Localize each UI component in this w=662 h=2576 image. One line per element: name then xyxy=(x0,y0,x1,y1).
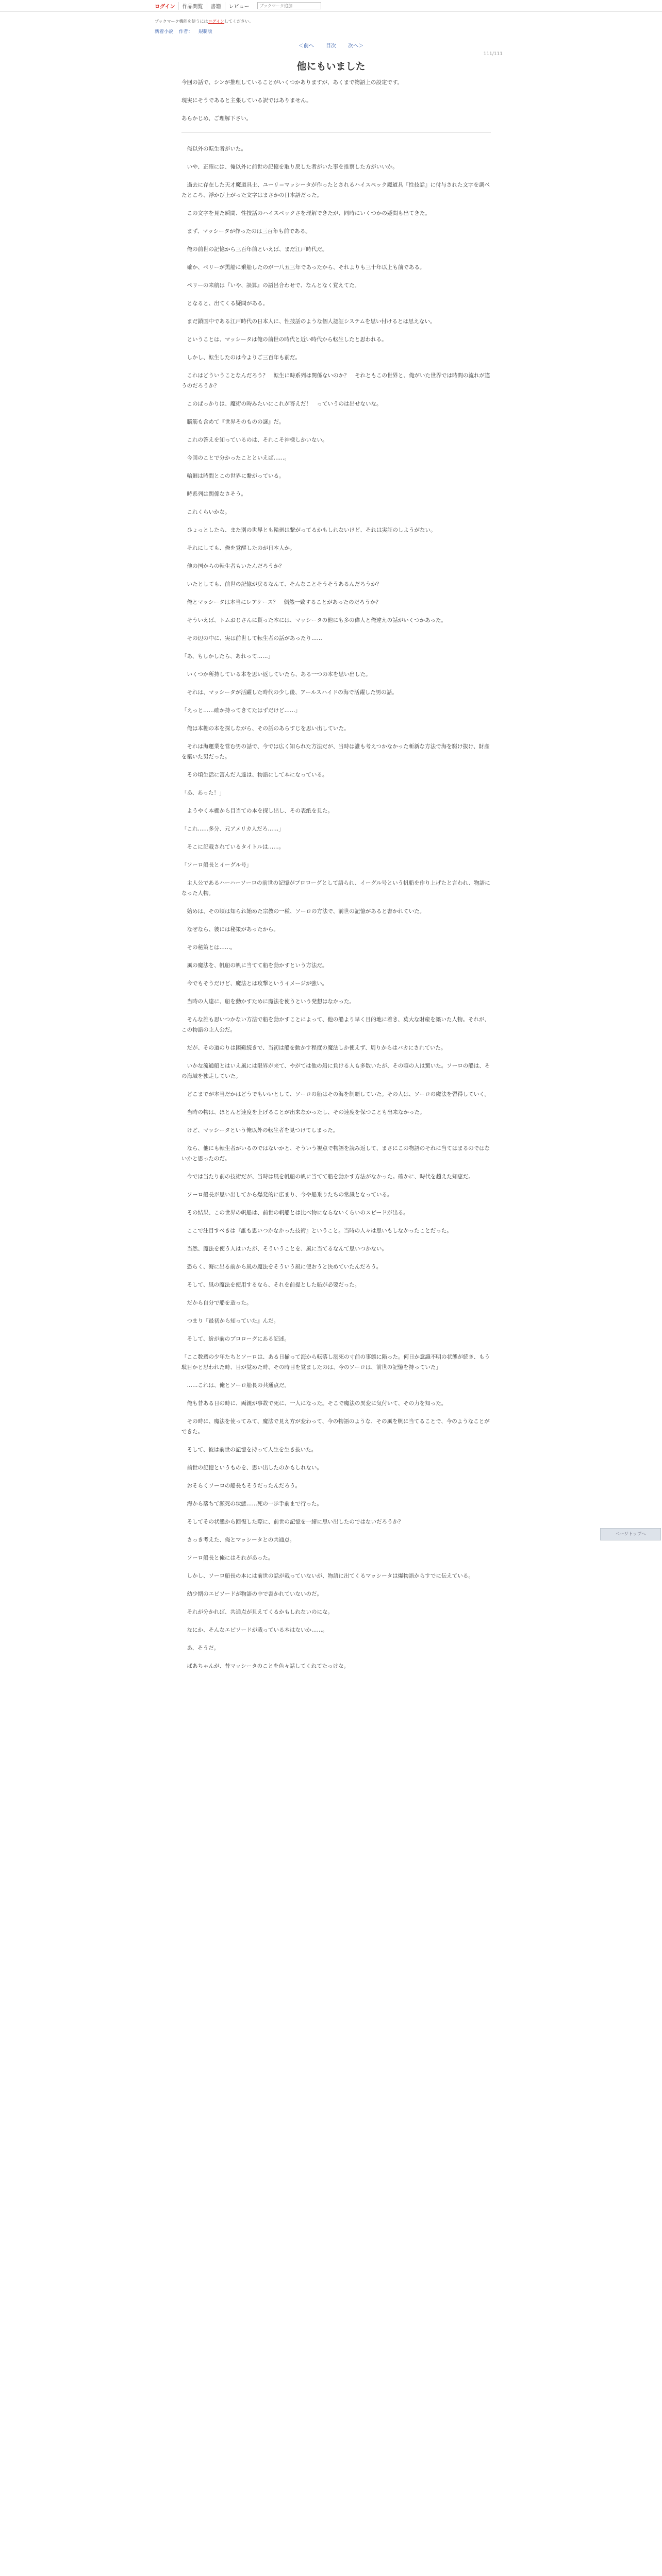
body-paragraph: となると、出てくる疑問がある。 xyxy=(187,300,268,307)
body-paragraph: それにしても、俺を覚醒したのが日本人か。 xyxy=(187,545,295,551)
page-number: 111/111 xyxy=(483,52,503,57)
body-paragraph: 風の魔法を、帆船の帆に当てて船を動かすという方法だ。 xyxy=(187,962,328,969)
novel-links xyxy=(155,28,217,35)
page-top-button[interactable]: ページトップへ xyxy=(600,1528,661,1540)
body-paragraph: さっき考えた、俺とマッシータとの共通点。 xyxy=(187,1537,295,1543)
body-paragraph: いや、正確には、俺以外に前世の記憶を取り戻した者がいた事を推察した方がいいか。 xyxy=(187,164,398,170)
body-paragraph: 俺以外の転生者がいた。 xyxy=(187,146,246,152)
body-paragraph: ペリーの来航は『いや、誤算』の語呂合わせで、なんとなく覚えてた。 xyxy=(187,282,360,289)
nav-item-review[interactable]: レビュー xyxy=(225,2,253,10)
body-paragraph: 今では当たり前の技術だが、当時は風を帆船の帆に当てて船を動かす方法がなかった。確かに、時代を超えた知恵だ。 xyxy=(187,1174,474,1180)
top-bar xyxy=(0,0,662,12)
body-paragraph: 「あ、もしかしたら、あれって……」 xyxy=(181,653,274,659)
prev-link[interactable]: ＜前へ xyxy=(298,43,314,49)
body-paragraph: いたとしても、前世の記憶が戻るなんて、そんなことそうそうあるんだろうか？ xyxy=(187,581,382,587)
body-paragraph: しかし、転生したのは今よりご三百年も前だ。 xyxy=(187,354,301,361)
bookmark-notice xyxy=(155,19,253,24)
body-paragraph: ここで注目すべきは『誰も思いつかなかった技術』ということ。当時の人々は思いもしなかったことだった。 xyxy=(187,1228,452,1234)
body-paragraph: ひょっとしたら、また別の世界とも輪廻は繋がってるかもしれないけど、それは実証のしようがない。 xyxy=(187,527,436,533)
body-paragraph: そんな誰も思いつかない方法で船を動かすことによって、他の船より早く目的地に着き、莫大な財産を築いた人物。それが、この物語の主人公だ。 xyxy=(181,1016,490,1033)
preface-paragraph: 現実にそうであると主張している訳ではありません。 xyxy=(181,97,312,104)
body-paragraph: そして、紛が前のプロローグにある記述。 xyxy=(187,1336,290,1342)
body-paragraph: 主人公であるハーハーソーロの前世の記憶がプロローグとして語られ、イーグル号という帆船を作り上げたと言われ、物語になった人物。 xyxy=(181,880,490,896)
novel-link-new[interactable]: 新着小説 xyxy=(155,29,174,35)
body-paragraph: そういえば、トムおじさんに貰った本には、マッシータの他にも多の偉人と俺違えの話がいくつかあった。 xyxy=(187,617,446,623)
body-paragraph: 幼少期のエピソードが物語の中で書かれていないのだ。 xyxy=(187,1591,322,1597)
top-bar-inner xyxy=(155,2,321,10)
body-paragraph: 今回のことで分かったことといえば……。 xyxy=(187,455,290,461)
novel-link-edition[interactable]: 規制版 xyxy=(198,29,212,35)
body-paragraph: その頃生活に富んだ人達は、物語にして本になっている。 xyxy=(187,772,328,778)
body-paragraph: いくつか所持している本を思い返していたら、ある一つの本を思い出した。 xyxy=(187,671,371,677)
body-paragraph: 過去に存在した天才魔道具士、ユーリ＝マッシータが作ったとされるハイスペック魔道具『性技話』に付与された文字を調べたところ、浮かび上がった文字はまさかの日本語だった。 xyxy=(181,182,490,198)
login-button[interactable]: ログイン xyxy=(155,4,175,10)
nav-item-books[interactable]: 書籍 xyxy=(207,2,225,10)
body-paragraph: そして、彼は前世の記憶を持って人生を生き抜いた。 xyxy=(187,1447,317,1453)
body-paragraph: この文字を見た瞬間、性技話のハイスペックさを理解できたが、同時にいくつかの疑問も出てきた。 xyxy=(187,210,431,216)
chapter-title: 他にもいました xyxy=(296,61,366,72)
body-paragraph: 当然、魔法を使う人はいたが、そういうことを、風に当てるなんて思いつかない。 xyxy=(187,1246,387,1252)
body-paragraph: そしてその状態から回復した際に、前世の記憶を一緒に思い出したのではないだろうか？ xyxy=(187,1519,404,1525)
notice-login-link[interactable]: ログイン xyxy=(208,19,225,24)
body-paragraph: 脳筋も含めて『世界そのものの謎』だ。 xyxy=(187,419,285,425)
body-paragraph: なにか、そんなエピソードが載っている本はないか……。 xyxy=(187,1627,328,1633)
body-paragraph: 「これ……多分、元アメリカ人だろ……」 xyxy=(181,826,284,832)
body-paragraph: 海から落ちて瀕死の状態……死の一歩手前まで行った。 xyxy=(187,1501,322,1507)
body-paragraph: それは、マッシータが活躍した時代の少し後、アールスハイドの海で活躍した男の話。 xyxy=(187,689,398,696)
body-paragraph: なぜなら、彼には秘策があったから。 xyxy=(187,926,279,933)
body-section xyxy=(181,144,491,1671)
body-paragraph: それが分かれば、共通点が見えてくるかもしれないのにな。 xyxy=(187,1609,333,1615)
nav-item-browse[interactable]: 作品閲覧 xyxy=(178,2,207,10)
body-paragraph: 「えっと……確か持ってきてたはずだけど……」 xyxy=(181,707,301,714)
body-paragraph: その結果、この世界の帆船は、前世の帆船とは比べ物にならないくらいのスピードが出る。 xyxy=(187,1210,409,1216)
body-paragraph: いかな流通船とはいえ風には限界が来て、やがては他の船に負ける人も多数いたが、その頃の人は驚いた。ソーロの船は、その海域を独走していた。 xyxy=(181,1063,490,1079)
body-paragraph: 当時の物は、ほとんど速度を上げることが出来なかったし、その速度を保つことも出来なかった。 xyxy=(187,1109,425,1115)
body-paragraph: その時に、魔法を使ってみて、魔法で見え方が変わって、今の物語のような、その風を帆に当てることで、今のようなことができた。 xyxy=(181,1418,490,1435)
body-paragraph: ソーロ船長が思い出してから爆発的に広まり、今や船乗りたちの常識となっている。 xyxy=(187,1192,393,1198)
body-paragraph: まず、マッシータが作ったのは三百年も前である。 xyxy=(187,228,311,234)
preface-paragraph: あらかじめ、ご理解下さい。 xyxy=(181,115,252,122)
body-paragraph: 当時の人達に、船を動かすために魔法を使うという発想はなかった。 xyxy=(187,998,355,1005)
body-paragraph: ようやく本棚から目当ての本を探し出し、その表紙を見た。 xyxy=(187,808,333,814)
body-paragraph: 今でもそうだけど、魔法とは攻撃というイメージが強い。 xyxy=(187,980,328,987)
body-paragraph: ……これは、俺とソーロ船長の共通点だ。 xyxy=(187,1382,290,1388)
body-paragraph: これくらいかな。 xyxy=(187,509,230,515)
preface-section xyxy=(181,77,491,124)
body-paragraph: 輪廻は時間とこの世界に繋がっている。 xyxy=(187,473,285,479)
body-paragraph: その辺の中に、実は前世して転生者の話があったり…… xyxy=(187,635,322,641)
body-paragraph: 「ソーロ船長とイーグル号」 xyxy=(181,862,252,868)
notice-suffix: してください。 xyxy=(224,19,254,24)
body-paragraph: ばあちゃんが、昔マッシータのことを色々話してくれてたっけな。 xyxy=(187,1663,350,1669)
body-paragraph: 「ここ数週の少年たちとソーロは、ある日揃って海から転落し溺死の寸前の事態に陥った。何日か意識不明の状態が続き、もう駄目かと思われた時、目が覚めた時、その時目を覚ましたのは、今のソーロは、前世の記憶を持っていた」 xyxy=(181,1354,490,1370)
body-paragraph: おそらくソーロの船長もそうだったんだろう。 xyxy=(187,1483,301,1489)
body-paragraph: 確か、ペリーが黒船に乗船したのが一八五三年であったから、それよりも三十年以上も前である。 xyxy=(187,264,425,270)
chapter-content xyxy=(181,77,491,1679)
body-paragraph: あ、そうだ。 xyxy=(187,1645,220,1651)
next-link[interactable]: 次へ＞ xyxy=(348,43,364,49)
body-paragraph: そして、風の魔法を使用するなら、それを前提とした船が必要だった。 xyxy=(187,1282,360,1288)
body-paragraph: 時系列は関係なさそう。 xyxy=(187,491,246,497)
body-paragraph: 俺とマッシータは本当にレアケース？ 偶然一致することがあったのだろうか？ xyxy=(187,599,382,605)
index-link[interactable]: 目次 xyxy=(326,43,336,49)
body-paragraph: だが、その道のりは困難続きで、当初は船を動かす程度の魔法しか使えず、周りからはバカにされていた。 xyxy=(187,1045,446,1051)
body-paragraph: まだ鎖国中である江戸時代の日本人に、性技話のような個人認証システムを思い付けるとは思えない。 xyxy=(187,318,436,325)
body-paragraph: 前世の記憶というものを、思い出したのかもしれない。 xyxy=(187,1465,322,1471)
body-paragraph: 俺は本棚の本を探しながら、その話のあらすじを思い出していた。 xyxy=(187,725,350,732)
search-input[interactable] xyxy=(257,2,321,9)
body-paragraph: 始めは、その頃は知られ始めた宗教の一種、ソーロの方法で、前世の記憶があると書かれていた。 xyxy=(187,908,425,914)
body-paragraph: しかし、ソーロ船長の本には前世の話が載っていないが、物語に出てくるマッシータは爆物語からすでに伝えている。 xyxy=(187,1573,474,1579)
body-paragraph: ソーロ船長と俺にはそれがあった。 xyxy=(187,1555,274,1561)
body-paragraph: それは海運業を営む男の話で、今では広く知られた方法だが、当時は誰も考えつかなかった斬新な方法で海を駆け抜け、財産を築いた男だった。 xyxy=(181,743,490,760)
body-paragraph: その秘策とは……。 xyxy=(187,944,236,951)
body-paragraph: 恐らく、海に出る前から風の魔法をそういう風に使おうと決めていたんだろう。 xyxy=(187,1264,382,1270)
notice-prefix: ブックマーク機能を使うには xyxy=(155,19,208,24)
body-paragraph: だから自分で船を造った。 xyxy=(187,1300,252,1306)
body-paragraph: つまり『最初から知っていた』んだ。 xyxy=(187,1318,279,1324)
body-paragraph: なら、他にも転生者がいるのではないかと、そういう視点で物語を読み返して、まさにこの物語のそれに当てはまるのではないかと思ったのだ。 xyxy=(181,1145,490,1162)
body-paragraph: これはどういうことなんだろう？ 転生に時系列は関係ないのか？ それともこの世界と、俺がいた世界では時間の流れが違うのだろうか？ xyxy=(181,372,490,389)
body-paragraph: 「あ、あった！」 xyxy=(181,790,225,796)
body-paragraph: 俺の前世の記憶から三百年前といえば、まだ江戸時代だ。 xyxy=(187,246,328,252)
body-paragraph: そこに記載されているタイトルは……。 xyxy=(187,844,285,850)
pager xyxy=(0,41,662,49)
body-paragraph: このばっかりは、魔術の時みたいにこれが答えだ！ っていうのは出せないな。 xyxy=(187,401,382,407)
body-paragraph: 俺も昔ある日の時に、両親が事故で死に、一人になった。そこで魔法の異変に気付いて、その力を知った。 xyxy=(187,1400,447,1406)
preface-paragraph: 今回の話で、シンが推理していることがいくつかありますが、あくまで物語上の設定です。 xyxy=(181,79,403,86)
novel-link-author[interactable]: 作者： xyxy=(178,29,193,35)
body-paragraph: けど、マッシータという俺以外の転生者を見つけてしまった。 xyxy=(187,1127,339,1133)
body-paragraph: これの答えを知っているのは、それこそ神様しかいない。 xyxy=(187,437,328,443)
body-paragraph: ということは、マッシータは俺の前世の時代と近い時代から転生したと思われる。 xyxy=(187,336,387,343)
body-paragraph: どこまでが本当だかはどうでもいいとして、ソーロの船はその海を制覇していた。その人は、ソーロの魔法を習得していく。 xyxy=(187,1091,490,1097)
body-paragraph: 他の国からの転生者もいたんだろうか？ xyxy=(187,563,285,569)
